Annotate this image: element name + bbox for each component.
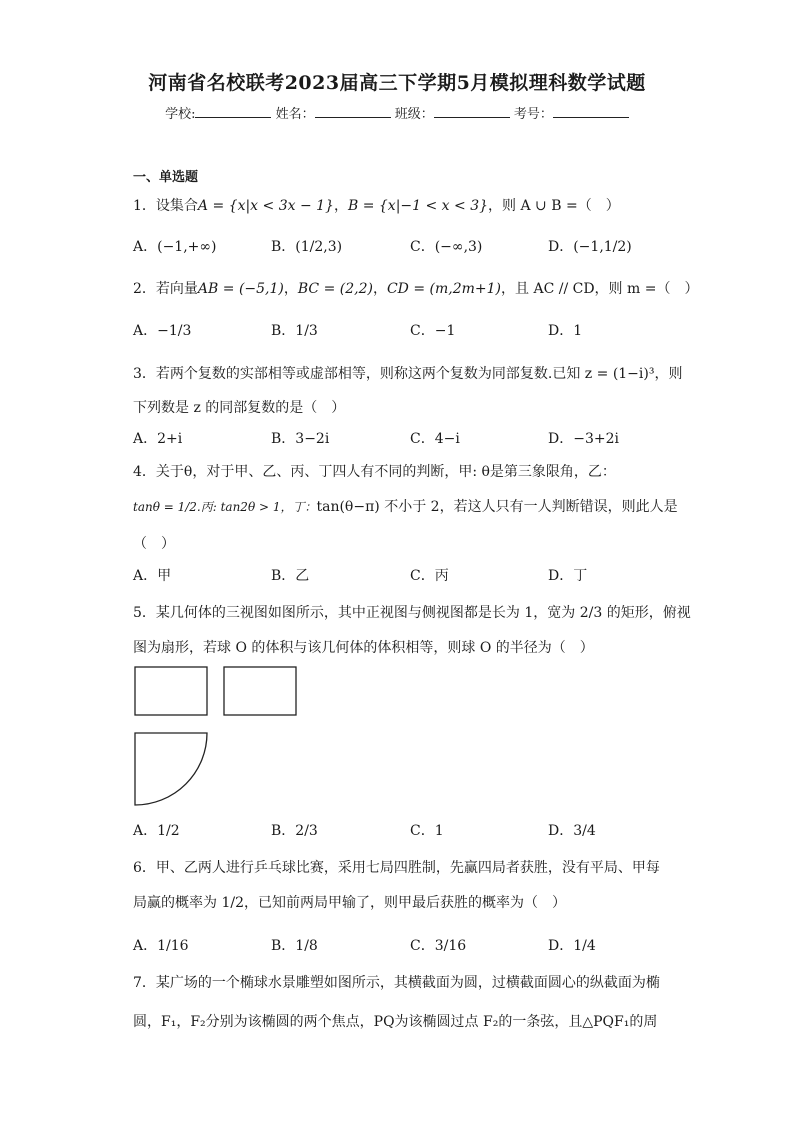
option-b[interactable]: B．1/3	[271, 323, 318, 339]
option-c[interactable]: C．4−i	[410, 431, 460, 447]
option-a[interactable]: A．1/2	[133, 823, 180, 839]
page-title: 河南省名校联考2023届高三下学期5月模拟理科数学试题	[148, 72, 646, 94]
option-b[interactable]: B．3−2i	[271, 431, 330, 447]
option-c[interactable]: C．−1	[410, 323, 456, 339]
option-d[interactable]: D．3/4	[548, 823, 596, 839]
school-blank[interactable]	[195, 105, 271, 118]
question-7-line-1: 7．某广场的一个椭球水景雕塑如图所示，其横截面为圆，过横截面圆心的纵截面为椭	[133, 975, 660, 991]
option-a[interactable]: A．1/16	[133, 938, 189, 954]
question-6-options	[133, 925, 693, 965]
exam-number-blank[interactable]	[553, 105, 629, 118]
option-c[interactable]: C．1	[410, 823, 444, 839]
school-label: 学校:	[165, 107, 196, 122]
student-info-line	[0, 103, 794, 122]
question-3-options	[133, 418, 693, 458]
question-7-line-2: 圆，F₁，F₂分别为该椭圆的两个焦点，PQ为该椭圆过点 F₂的一条弦，且△PQF₁的周	[133, 1014, 658, 1030]
front-view-rect	[133, 665, 211, 719]
exam-number-label: 考号：	[513, 107, 553, 122]
option-a[interactable]: A．甲	[133, 568, 172, 584]
question-4-options	[133, 555, 693, 595]
name-label: 姓名：	[275, 107, 315, 122]
question-5-options	[133, 810, 693, 850]
question-3-line-2: 下列数是 z 的同部复数的是（ ）	[133, 400, 346, 416]
option-d[interactable]: D．丁	[548, 568, 588, 584]
section-heading: 一、单选题	[133, 170, 199, 185]
option-a[interactable]: A．(−1,+∞)	[133, 239, 217, 255]
question-4-line-2: tanθ = 1/2.丙: tan2θ > 1，丁：tan(θ−π) 不小于 2，若这人只有一人判断错误，则此人是	[133, 499, 678, 515]
option-a[interactable]: A．−1/3	[133, 323, 192, 339]
question-4-line-3: （ ）	[133, 536, 175, 552]
question-5-line-2: 图为扇形，若球 O 的体积与该几何体的体积相等，则球 O 的半径为（ ）	[133, 640, 594, 656]
option-c[interactable]: C．丙	[410, 568, 449, 584]
option-d[interactable]: D．1/4	[548, 938, 596, 954]
option-d[interactable]: D．1	[548, 323, 583, 339]
option-a[interactable]: A．2+i	[133, 431, 183, 447]
question-1-stem: 1．设集合A = {x|x < 3x − 1}，B = {x|−1 < x < 3}，则 A ∪ B =（ ）	[133, 198, 620, 214]
question-1-options	[133, 226, 693, 266]
question-2-options	[133, 310, 693, 350]
class-blank[interactable]	[434, 105, 510, 118]
option-c[interactable]: C．(−∞,3)	[410, 239, 483, 255]
option-b[interactable]: B．2/3	[271, 823, 318, 839]
class-label: 班级：	[394, 107, 434, 122]
question-4-line-1: 4．关于θ，对于甲、乙、丙、丁四人有不同的判断，甲: θ是第三象限角，乙：	[133, 464, 616, 480]
question-6-line-2: 局赢的概率为 1/2，已知前两局甲输了，则甲最后获胜的概率为（ ）	[133, 895, 566, 911]
question-2-stem: 2．若向量AB = (−5,1)，BC = (2,2)，CD = (m,2m+1)，且 AC // CD，则 m =（ ）	[133, 281, 699, 297]
top-view-sector	[133, 731, 211, 809]
option-b[interactable]: B．乙	[271, 568, 310, 584]
option-b[interactable]: B．1/8	[271, 938, 318, 954]
option-c[interactable]: C．3/16	[410, 938, 467, 954]
name-blank[interactable]	[315, 105, 391, 118]
question-3-line-1: 3．若两个复数的实部相等或虚部相等，则称这两个复数为同部复数.已知 z = (1−i)³，则	[133, 366, 683, 382]
option-d[interactable]: D．(−1,1/2)	[548, 239, 632, 255]
option-b[interactable]: B．(1/2,3)	[271, 239, 343, 255]
question-6-line-1: 6．甲、乙两人进行乒乓球比赛，采用七局四胜制，先赢四局者获胜，没有平局、甲每	[133, 860, 660, 876]
side-view-rect	[222, 665, 300, 719]
question-5-line-1: 5．某几何体的三视图如图所示，其中正视图与侧视图都是长为 1，宽为 2/3 的矩形，俯视	[133, 605, 691, 621]
option-d[interactable]: D．−3+2i	[548, 431, 619, 447]
